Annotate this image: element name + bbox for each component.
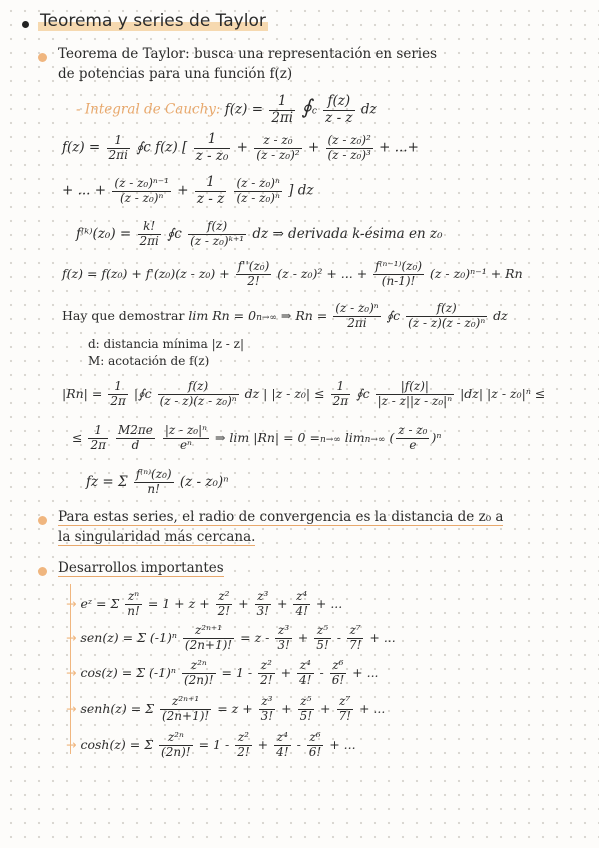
dev-cos-frac: $\frac{\text{z²ⁿ}}{(2n)!}$	[183, 658, 214, 687]
exp2-t3: $\frac{\text{(z - z₀)ⁿ}}{\text{(z - z₀)ⁿ}}$	[236, 175, 280, 205]
exp-t2: $\frac{\text{z - z₀}}{\text{(z - z₀)²}}$	[256, 132, 300, 162]
dev-exp-t1: $\frac{\text{z²}}{2!}$	[217, 589, 231, 618]
dev-sen-op2: -	[336, 629, 341, 645]
cauchy-frac1: $\frac{1}{2\pi i}$	[271, 93, 294, 126]
dev-sen-t1: $\frac{\text{z³}}{3!}$	[277, 623, 290, 652]
section2-line1-text: Para estas series, el radio de convergencia es la distancia de z₀ a	[58, 509, 504, 525]
hay-text: Hay que demostrar	[62, 307, 185, 323]
fz-frac: $\frac{\text{f⁽ⁿ⁾(z₀)}}{n!}$	[135, 467, 172, 496]
dev-cos-lhs: cos(z) = Σ (-1)ⁿ	[80, 664, 176, 680]
dev-cosh-t2: $\frac{\text{z⁴}}{4!}$	[276, 730, 289, 759]
dev-cosh-rhs: = 1 -	[198, 736, 230, 752]
exp-t1: $\frac{1}{\text{z - z₀}}$	[195, 131, 229, 164]
dev-cosh-lhs: cosh(z) = Σ	[80, 736, 154, 752]
dev-senh-tail: + ...	[358, 700, 386, 716]
exp-tail: + ...+	[379, 139, 419, 156]
dev-cosh-op1: +	[257, 736, 269, 752]
title-bullet	[22, 21, 29, 28]
exp2-t2: $\frac{1}{z - z}$	[196, 174, 225, 207]
section1-line1: Teorema de Taylor: busca una representación en series	[58, 46, 438, 62]
dev-sen-t2: $\frac{\text{z⁵}}{5!}$	[316, 623, 329, 652]
ineq-frac3: $\frac{\text{|z - z₀|ⁿ}}{\text{eⁿ}}$	[164, 423, 207, 452]
hay-arrow: ⇒ Rn =	[280, 307, 328, 323]
exp2-t1: $\frac{\text{(z - z₀)ⁿ⁻¹}}{\text{(z - z₀)ⁿ}}$	[114, 175, 169, 205]
series-row	[62, 260, 523, 289]
hay-dz: dz	[493, 307, 508, 323]
dev-exp-t2: $\frac{\text{z³}}{3!}$	[256, 589, 270, 618]
series-mid: (z - z₀)² + ... +	[277, 265, 368, 281]
dev-cosh-t3: $\frac{\text{z⁶}}{6!}$	[308, 730, 322, 759]
exp-int: ∮c f(z) [	[136, 139, 188, 156]
rn-row	[62, 380, 545, 409]
section3-title-text: Desarrollos importantes	[58, 560, 224, 576]
dev-senh	[66, 695, 385, 724]
ineq-mid: ⇒ lim |Rn| = 0 =	[214, 429, 320, 445]
ineq-pow: ⁿ	[436, 429, 442, 445]
ineq-limsub2: n→∞	[364, 434, 386, 445]
section3-bullet	[38, 567, 47, 576]
dev-cosh-frac: $\frac{\text{z²ⁿ}}{(2n)!}$	[161, 730, 191, 759]
section3-title	[58, 560, 224, 576]
dev-cosh-tail: + ...	[329, 736, 356, 752]
dev-senh-op1: +	[281, 700, 292, 716]
ineq-frac4: $\frac{\text{z - z₀}}{e}$	[398, 423, 428, 452]
dev-exp-lhs: eᶻ = Σ	[80, 595, 120, 611]
ineq-limsub: n→∞	[319, 434, 341, 445]
dev-cos-t2: $\frac{\text{z⁴}}{4!}$	[299, 658, 312, 687]
dev-exp-t3: $\frac{\text{z⁴}}{4!}$	[295, 589, 308, 618]
dev-exp: → eᶻ = Σ $\frac{\text{zⁿ}}{n!}$ = 1 + z + $\frac{\text{z²}}{2!}$ + $\frac{\text{z³}}{3!}$ + $\frac{\text{z⁴}}{4!}$ + ...	[66, 589, 343, 618]
dev-senh-t2: $\frac{\text{z⁵}}{5!}$	[299, 694, 313, 723]
rn-tail: |dz| |z - z₀|ⁿ ≤	[460, 385, 546, 401]
arrow-icon: →	[66, 595, 77, 611]
ineq-frac2: $\frac{M2\pi e}{d}$	[117, 423, 153, 452]
expansion-line1: f(z) = $\frac{1}{2\pi i}$ ∮c f(z) [ $\frac{1}{\text{z - z₀}}$ + $\frac{\text{z - z₀}}{\text{(z - z₀)²}}$ + $\frac{\text{(z - z₀)²}}{\text{(z - z₀)³}}$ + ...+	[62, 131, 419, 164]
hay-frac2: $\frac{f(z)}{\text{(z - z)(z - z₀)ⁿ}}$	[408, 301, 486, 330]
section2-line2	[58, 529, 255, 545]
arrow-icon: →	[66, 629, 77, 645]
derivative-row	[76, 220, 443, 249]
fz-tail: (z - z₀)ⁿ	[179, 473, 229, 490]
rn-frac3: $\frac{1}{2\pi}$	[332, 379, 349, 408]
dev-exp-frac: $\frac{\text{zⁿ}}{n!}$	[127, 589, 140, 618]
section1-bullet	[38, 53, 47, 62]
rn-frac2: $\frac{f(z)}{\text{(z - z)(z - z₀)ⁿ}}$	[159, 379, 237, 408]
hay-int: ∮c	[386, 307, 401, 323]
section1-line2: de potencias para una función f(z)	[58, 66, 293, 82]
dev-senh-t3: $\frac{\text{z⁷}}{7!}$	[338, 694, 351, 723]
dev-sen-rhs: = z -	[240, 629, 270, 645]
series-tail: (z - z₀)ⁿ⁻¹ + Rn	[429, 265, 523, 281]
rn-mid: dz | |z - z₀| ≤	[244, 385, 325, 401]
dev-senh-lhs: senh(z) = Σ	[80, 700, 154, 716]
dev-sen-op1: +	[297, 629, 309, 645]
hay-lim: lim Rn = 0	[188, 307, 257, 323]
dev-cos-t1: $\frac{\text{z²}}{2!}$	[260, 658, 273, 687]
dev-senh-op2: +	[320, 700, 331, 716]
dev-sen-t3: $\frac{\text{z⁷}}{7!}$	[348, 623, 362, 652]
rn-frac4: $\frac{|f(z)|}{\text{|z - z||z - z₀|ⁿ}}$	[377, 379, 453, 408]
rn-lhs: |Rn| =	[62, 385, 103, 401]
dev-cos-rhs: = 1 -	[221, 664, 253, 680]
dev-cosh	[66, 731, 356, 760]
expansion-line2: + ... + $\frac{\text{(z - z₀)ⁿ⁻¹}}{\text{(z - z₀)ⁿ}}$ + $\frac{1}{z - z}$ $\frac{\text{(z - z₀)ⁿ}}{\text{(z - z₀)ⁿ}}$ ] dz	[62, 174, 314, 207]
ineq-row: ≤ $\frac{1}{2\pi}$ $\frac{M2\pi e}{d}$ $\frac{\text{|z - z₀|ⁿ}}{\text{eⁿ}}$ ⇒ lim |Rn| = 0 =n→∞ limn→∞ ( $\frac{\text{z - z₀}}{e}$ )ⁿ	[72, 423, 442, 452]
deriv-rhs: dz ⇒ derivada k-ésima en z₀	[252, 225, 443, 242]
fz-row	[86, 468, 229, 497]
rn-int: |∮c	[133, 385, 152, 401]
cauchy-label: - Integral de Cauchy:	[76, 101, 221, 118]
exp-frac: $\frac{1}{2\pi i}$	[108, 132, 128, 162]
dev-sen	[66, 624, 396, 653]
dev-cos-op2: -	[319, 664, 324, 680]
deriv-int: ∮c	[167, 225, 182, 242]
page-title	[38, 11, 268, 31]
section2-bullet	[38, 516, 47, 525]
exp2-tail: ] dz	[288, 182, 314, 199]
fz-lhs: fz = Σ	[86, 473, 128, 490]
dev-senh-rhs: = z +	[217, 700, 253, 716]
hay-limsub: n→∞	[256, 312, 277, 323]
series-frac1: $\frac{\text{f''(z₀)}}{2!}$	[237, 259, 270, 288]
contour-integral-sign: ∮	[301, 94, 312, 119]
hay-frac1: $\frac{\text{(z - z₀)ⁿ}}{2\pi i}$	[335, 301, 379, 330]
cauchy-dz: dz	[360, 101, 377, 118]
cauchy-row	[76, 94, 377, 126]
dev-cos	[66, 659, 379, 688]
dev-sen-frac: $\frac{\text{z²ⁿ⁺¹}}{(2n+1)!}$	[184, 623, 233, 652]
series-head: f(z) = f(z₀) + f'(z₀)(z - z₀) +	[62, 265, 230, 281]
rn-int2: ∮c	[356, 385, 370, 401]
ineq-lim2: lim	[344, 429, 365, 445]
dev-sen-tail: + ...	[369, 629, 396, 645]
dev-cosh-op2: -	[296, 736, 301, 752]
cauchy-lhs: f(z) =	[224, 101, 264, 118]
dev-senh-t1: $\frac{\text{z³}}{3!}$	[260, 694, 274, 723]
dev-exp-tail: + ...	[315, 595, 343, 611]
d-definition: d: distancia mínima |z - z|	[88, 337, 244, 351]
section2-line2-text: la singularidad más cercana.	[58, 529, 256, 545]
exp-t3: $\frac{\text{(z - z₀)²}}{\text{(z - z₀)³}}$	[327, 132, 371, 162]
ineq-head: ≤	[72, 429, 83, 445]
series-frac2: $\frac{\text{f⁽ⁿ⁻¹⁾(z₀)}}{(n-1)!}$	[375, 259, 422, 288]
dev-cos-tail: + ...	[352, 664, 379, 680]
dev-cos-t3: $\frac{\text{z⁶}}{6!}$	[331, 658, 345, 687]
section2-line1	[58, 509, 503, 525]
exp2-head: + ... +	[62, 182, 107, 199]
arrow-icon: →	[66, 736, 77, 752]
deriv-lhs: f⁽ᵏ⁾(z₀) =	[76, 225, 132, 242]
page-title-text: Teorema y series de Taylor	[40, 11, 266, 31]
ineq-frac1: $\frac{1}{2\pi}$	[90, 423, 106, 452]
contour-sub: c	[311, 106, 317, 117]
dev-cos-op1: +	[280, 664, 292, 680]
m-definition: M: acotación de f(z)	[88, 354, 210, 368]
deriv-frac1: $\frac{k!}{2\pi i}$	[139, 219, 159, 248]
dev-senh-frac: $\frac{\text{z²ⁿ⁺¹}}{(2n+1)!}$	[161, 694, 210, 723]
rn-frac1: $\frac{1}{2\pi}$	[110, 379, 126, 408]
dev-exp-rhs: = 1 + z +	[147, 595, 210, 611]
cauchy-frac2: $\frac{f(z)}{z - z}$	[325, 93, 353, 126]
dev-cosh-t1: $\frac{\text{z²}}{2!}$	[237, 730, 250, 759]
hay-row	[62, 302, 508, 331]
arrow-icon: →	[66, 700, 77, 716]
exp-lhs: f(z) =	[62, 139, 101, 156]
dev-sen-lhs: sen(z) = Σ (-1)ⁿ	[80, 629, 177, 645]
arrow-icon: →	[66, 664, 77, 680]
deriv-frac2: $\frac{f(z)}{\text{(z - z₀)ᵏ⁺¹}}$	[190, 219, 245, 248]
